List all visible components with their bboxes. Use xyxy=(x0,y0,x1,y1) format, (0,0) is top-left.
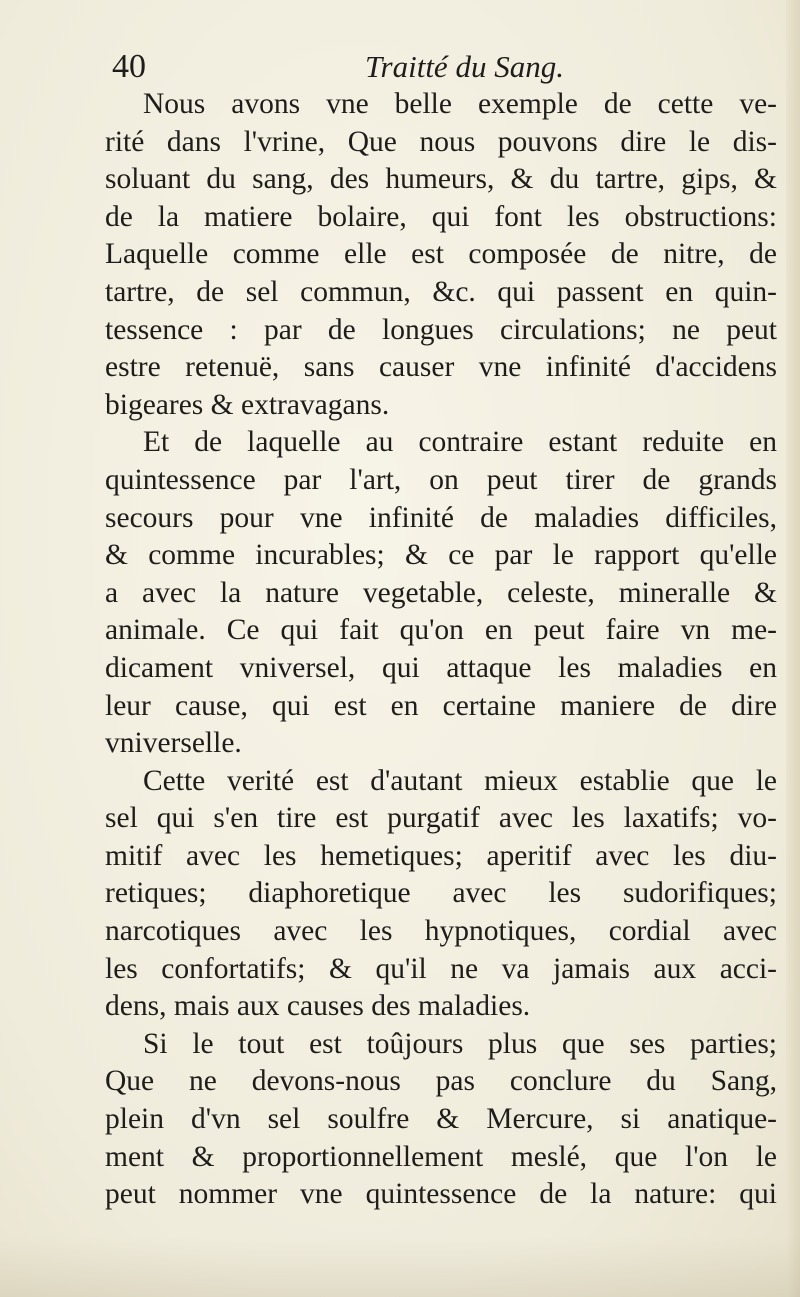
text-line: sel qui s'en tire est purgatif avec les laxatifs; vo- xyxy=(105,802,777,835)
text-line: a avec la nature vegetable, celeste, mineralle & xyxy=(105,576,777,609)
text-line: & comme incurables; & ce par le rapport qu'elle xyxy=(105,539,777,572)
text-line: rité dans l'vrine, Que nous pouvons dire le dis- xyxy=(105,125,777,158)
text-line: peut nommer vne quintessence de la nature: qui xyxy=(105,1178,777,1211)
text-line: les confortatifs; & qu'il ne va jamais aux acci- xyxy=(105,952,777,985)
text-line: de la matiere bolaire, qui font les obstructions: xyxy=(105,200,777,233)
text-line: soluant du sang, des humeurs, & du tartre, gips, & xyxy=(105,163,777,196)
body-text xyxy=(105,86,777,1214)
text-line: estre retenuë, sans causer vne infinité d'accidens xyxy=(105,351,777,384)
page-edge-shadow xyxy=(786,0,800,1297)
text-line: ment & proportionnellement meslé, que l'on le xyxy=(105,1140,777,1173)
text-line: Laquelle comme elle est composée de nitre, de xyxy=(105,238,777,271)
text-line: vniverselle. xyxy=(105,727,242,760)
text-line: dicament vniversel, qui attaque les maladies en xyxy=(105,651,777,684)
text-line: secours pour vne infinité de maladies difficiles, xyxy=(105,501,777,534)
page-number: 40 xyxy=(112,48,146,85)
text-line: tessence : par de longues circulations; ne peut xyxy=(105,313,777,346)
text-line: Que ne devons-nous pas conclure du Sang, xyxy=(105,1065,777,1098)
text-line: narcotiques avec les hypnotiques, cordial avec xyxy=(105,915,777,948)
text-line: tartre, de sel commun, &c. qui passent en quin- xyxy=(105,275,777,308)
running-head: Traitté du Sang. xyxy=(365,49,564,84)
text-line: dens, mais aux causes des maladies. xyxy=(105,990,531,1023)
text-line: quintessence par l'art, on peut tirer de grands xyxy=(105,463,777,496)
text-line: mitif avec les hemetiques; aperitif avec les diu- xyxy=(105,839,777,872)
text-line: animale. Ce qui fait qu'on en peut faire vn me- xyxy=(105,614,777,647)
text-line: retiques; diaphoretique avec les sudorifiques; xyxy=(105,877,777,910)
page-header xyxy=(112,45,612,89)
text-line: Et de laquelle au contraire estant reduite en xyxy=(143,426,777,459)
text-line: Cette verité est d'autant mieux establie que le xyxy=(143,764,777,797)
text-line: bigeares & extravagans. xyxy=(105,388,390,421)
text-line: Nous avons vne belle exemple de cette ve- xyxy=(143,88,777,120)
page-bottom-shadow xyxy=(0,1237,800,1297)
text-line: plein d'vn sel soulfre & Mercure, si anatique- xyxy=(105,1103,777,1136)
text-line: leur cause, qui est en certaine maniere de dire xyxy=(105,689,777,722)
text-line: Si le tout est toûjours plus que ses parties; xyxy=(143,1027,777,1060)
